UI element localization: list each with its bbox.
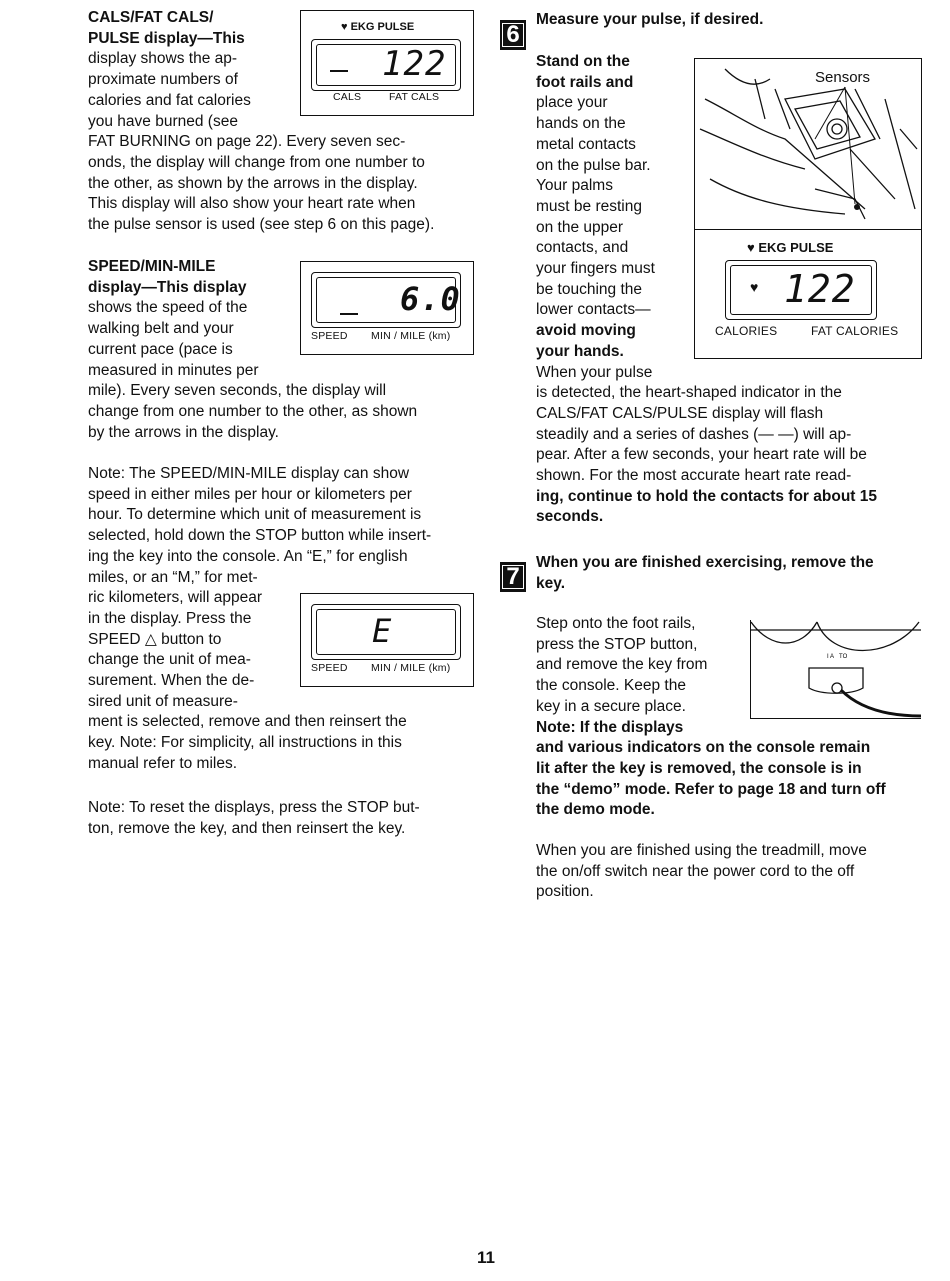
text-line: the other, as shown by the arrows in the display. <box>88 174 418 192</box>
text-line: calories and fat calories <box>88 91 251 109</box>
text-line: is detected, the heart-shaped indicator in the <box>536 384 842 402</box>
lcd-label-fat-cals: FAT CALS <box>389 91 440 103</box>
text-line: in the display. Press the <box>88 609 252 627</box>
text-line: onds, the display will change from one number to <box>88 153 425 171</box>
text-line: display shows the ap- <box>88 50 238 68</box>
text-line: foot rails and <box>536 73 634 91</box>
text-line: the pulse sensor is used (see step 6 on this page). <box>88 216 435 234</box>
lcd-screen <box>311 272 461 328</box>
text-line: walking belt and your <box>88 320 234 338</box>
step-6-heading: Measure your pulse, if desired. <box>536 11 764 28</box>
step-7-final-paragraph <box>536 841 930 903</box>
text-line: hour. To determine which unit of measurement is <box>88 506 422 524</box>
text-line: on the pulse bar. <box>536 156 651 174</box>
text-line: contacts, and <box>536 239 629 257</box>
text-line: lower contacts— <box>536 301 651 319</box>
text-line: sired unit of measure- <box>88 692 238 710</box>
text-line: place your <box>536 94 608 112</box>
lcd-digits: 122 <box>382 44 447 84</box>
lcd-digits: E <box>372 612 393 650</box>
text-line: selected, hold down the STOP button while insert- <box>88 527 432 545</box>
text-line: ing, continue to hold the contacts for about 15 <box>536 487 877 505</box>
speed-heading-2: display—This display <box>88 278 247 296</box>
text-line: change the unit of mea- <box>88 651 251 669</box>
text-line: avoid moving <box>536 322 636 340</box>
text-line: When you are finished exercising, remove the <box>536 554 874 571</box>
text-line: press the STOP button, <box>536 635 698 653</box>
text-line: mile). Every seven seconds, the display will <box>88 382 387 400</box>
arrow-indicator <box>330 70 348 72</box>
text-line: steadily and a series of dashes (— —) will ap- <box>536 425 852 443</box>
hands-on-pulse-bar-drawing <box>695 59 921 229</box>
lcd-screen <box>311 39 461 91</box>
speed-lcd-illustration <box>300 261 474 355</box>
text-line: When you are finished using the treadmill, move <box>536 842 867 859</box>
sensors-label: Sensors <box>815 69 871 86</box>
lcd-screen <box>311 604 461 660</box>
text-line: current pace (pace is <box>88 340 233 358</box>
text-line: CALS/FAT CALS/PULSE display will flash <box>536 404 824 422</box>
text-line: your hands. <box>536 342 624 360</box>
text-line: key. Note: For simplicity, all instructions in this <box>88 734 402 752</box>
lcd-label-cals: CALS <box>333 91 362 103</box>
text-line: miles, or an “M,” for met- <box>88 568 258 586</box>
text-line: and remove the key from <box>536 656 708 674</box>
text-line: the console. Keep the <box>536 677 686 695</box>
text-line: must be resting <box>536 197 642 215</box>
text-line: and various indicators on the console remain <box>536 739 871 757</box>
text-line: hands on the <box>536 115 626 133</box>
lcd-label-calories: CALORIES <box>715 324 778 338</box>
page-number: 11 <box>477 1248 495 1267</box>
reset-note-paragraph <box>88 798 476 839</box>
text-line: manual refer to miles. <box>88 754 238 772</box>
text-line: by the arrows in the display. <box>88 423 279 441</box>
text-line: ton, remove the key, and then reinsert the key. <box>88 819 406 837</box>
text-line: key in a secure place. <box>536 697 686 715</box>
text-line: Note: The SPEED/MIN-MILE display can show <box>88 465 410 482</box>
heart-icon: ♥ <box>750 279 759 295</box>
step-7-number <box>500 562 526 592</box>
console-key-illustration <box>750 620 921 719</box>
cals-lcd-illustration <box>300 10 474 116</box>
arrow-indicator <box>340 313 358 315</box>
text-line: change from one number to the other, as shown <box>88 402 418 420</box>
text-line: speed in either miles per hour or kilometers per <box>88 485 412 503</box>
text-line: SPEED △ button to <box>88 630 222 648</box>
text-line: surement. When the de- <box>88 672 255 690</box>
cals-heading-2: PULSE display—This <box>88 29 245 47</box>
ekg-pulse-label: ♥ EKG PULSE <box>747 240 834 255</box>
lcd-label-fat-calories: FAT CALORIES <box>811 324 899 338</box>
ekg-pulse-label: ♥ EKG PULSE <box>341 21 415 33</box>
lcd-label-min-mile: MIN / MILE (km) <box>371 330 451 342</box>
text-line: ing the key into the console. An “E,” for english <box>88 547 408 565</box>
step-7-digit: 7 <box>502 565 523 589</box>
text-line: measured in minutes per <box>88 361 259 379</box>
lcd-screen <box>725 260 877 320</box>
console-key-drawing <box>751 620 921 718</box>
text-line: Note: If the displays <box>536 718 684 736</box>
text-line: shown. For the most accurate heart rate read- <box>536 467 852 485</box>
step-6-digit: 6 <box>502 23 523 47</box>
svg-text:I A TO: I A TO <box>827 654 848 660</box>
text-line: position. <box>536 883 594 901</box>
step-7-heading <box>536 553 930 594</box>
text-line: seconds. <box>536 508 604 526</box>
text-line: be touching the <box>536 280 643 298</box>
lcd-label-speed: SPEED <box>311 330 348 342</box>
text-line: ric kilometers, will appear <box>88 589 262 607</box>
text-line: pear. After a few seconds, your heart rate will be <box>536 446 867 464</box>
speed-heading: SPEED/MIN-MILE <box>88 258 216 275</box>
cals-heading: CALS/FAT CALS/ <box>88 9 214 26</box>
lcd-digits: 122 <box>784 267 856 311</box>
text-line: Stand on the <box>536 53 630 70</box>
text-line: on the upper <box>536 218 624 236</box>
text-line: ment is selected, remove and then reinsert the <box>88 713 407 731</box>
unit-lcd-illustration <box>300 593 474 687</box>
text-line: proximate numbers of <box>88 71 238 89</box>
lcd-label-speed: SPEED <box>311 662 348 674</box>
pulse-lcd-illustration <box>694 229 922 359</box>
text-line: When your pulse <box>536 363 653 381</box>
text-line: Your palms <box>536 177 613 195</box>
text-line: lit after the key is removed, the console is in <box>536 759 862 777</box>
lcd-digits: 6.0 <box>400 280 461 318</box>
text-line: the demo mode. <box>536 801 655 819</box>
text-line: you have burned (see <box>88 112 238 130</box>
text-line: your fingers must <box>536 260 655 278</box>
text-line: FAT BURNING on page 22). Every seven sec- <box>88 133 406 151</box>
text-line: Step onto the foot rails, <box>536 615 696 632</box>
text-line: metal contacts <box>536 135 636 153</box>
text-line: This display will also show your heart rate when <box>88 195 416 213</box>
text-line: key. <box>536 574 566 592</box>
text-line: Note: To reset the displays, press the STOP but- <box>88 799 420 816</box>
sensors-illustration <box>694 58 922 230</box>
lcd-label-min-mile: MIN / MILE (km) <box>371 662 451 674</box>
text-line: the on/off switch near the power cord to the off <box>536 862 855 880</box>
text-line: shows the speed of the <box>88 299 248 317</box>
text-line: the “demo” mode. Refer to page 18 and turn off <box>536 780 886 798</box>
step-6-number <box>500 20 526 50</box>
